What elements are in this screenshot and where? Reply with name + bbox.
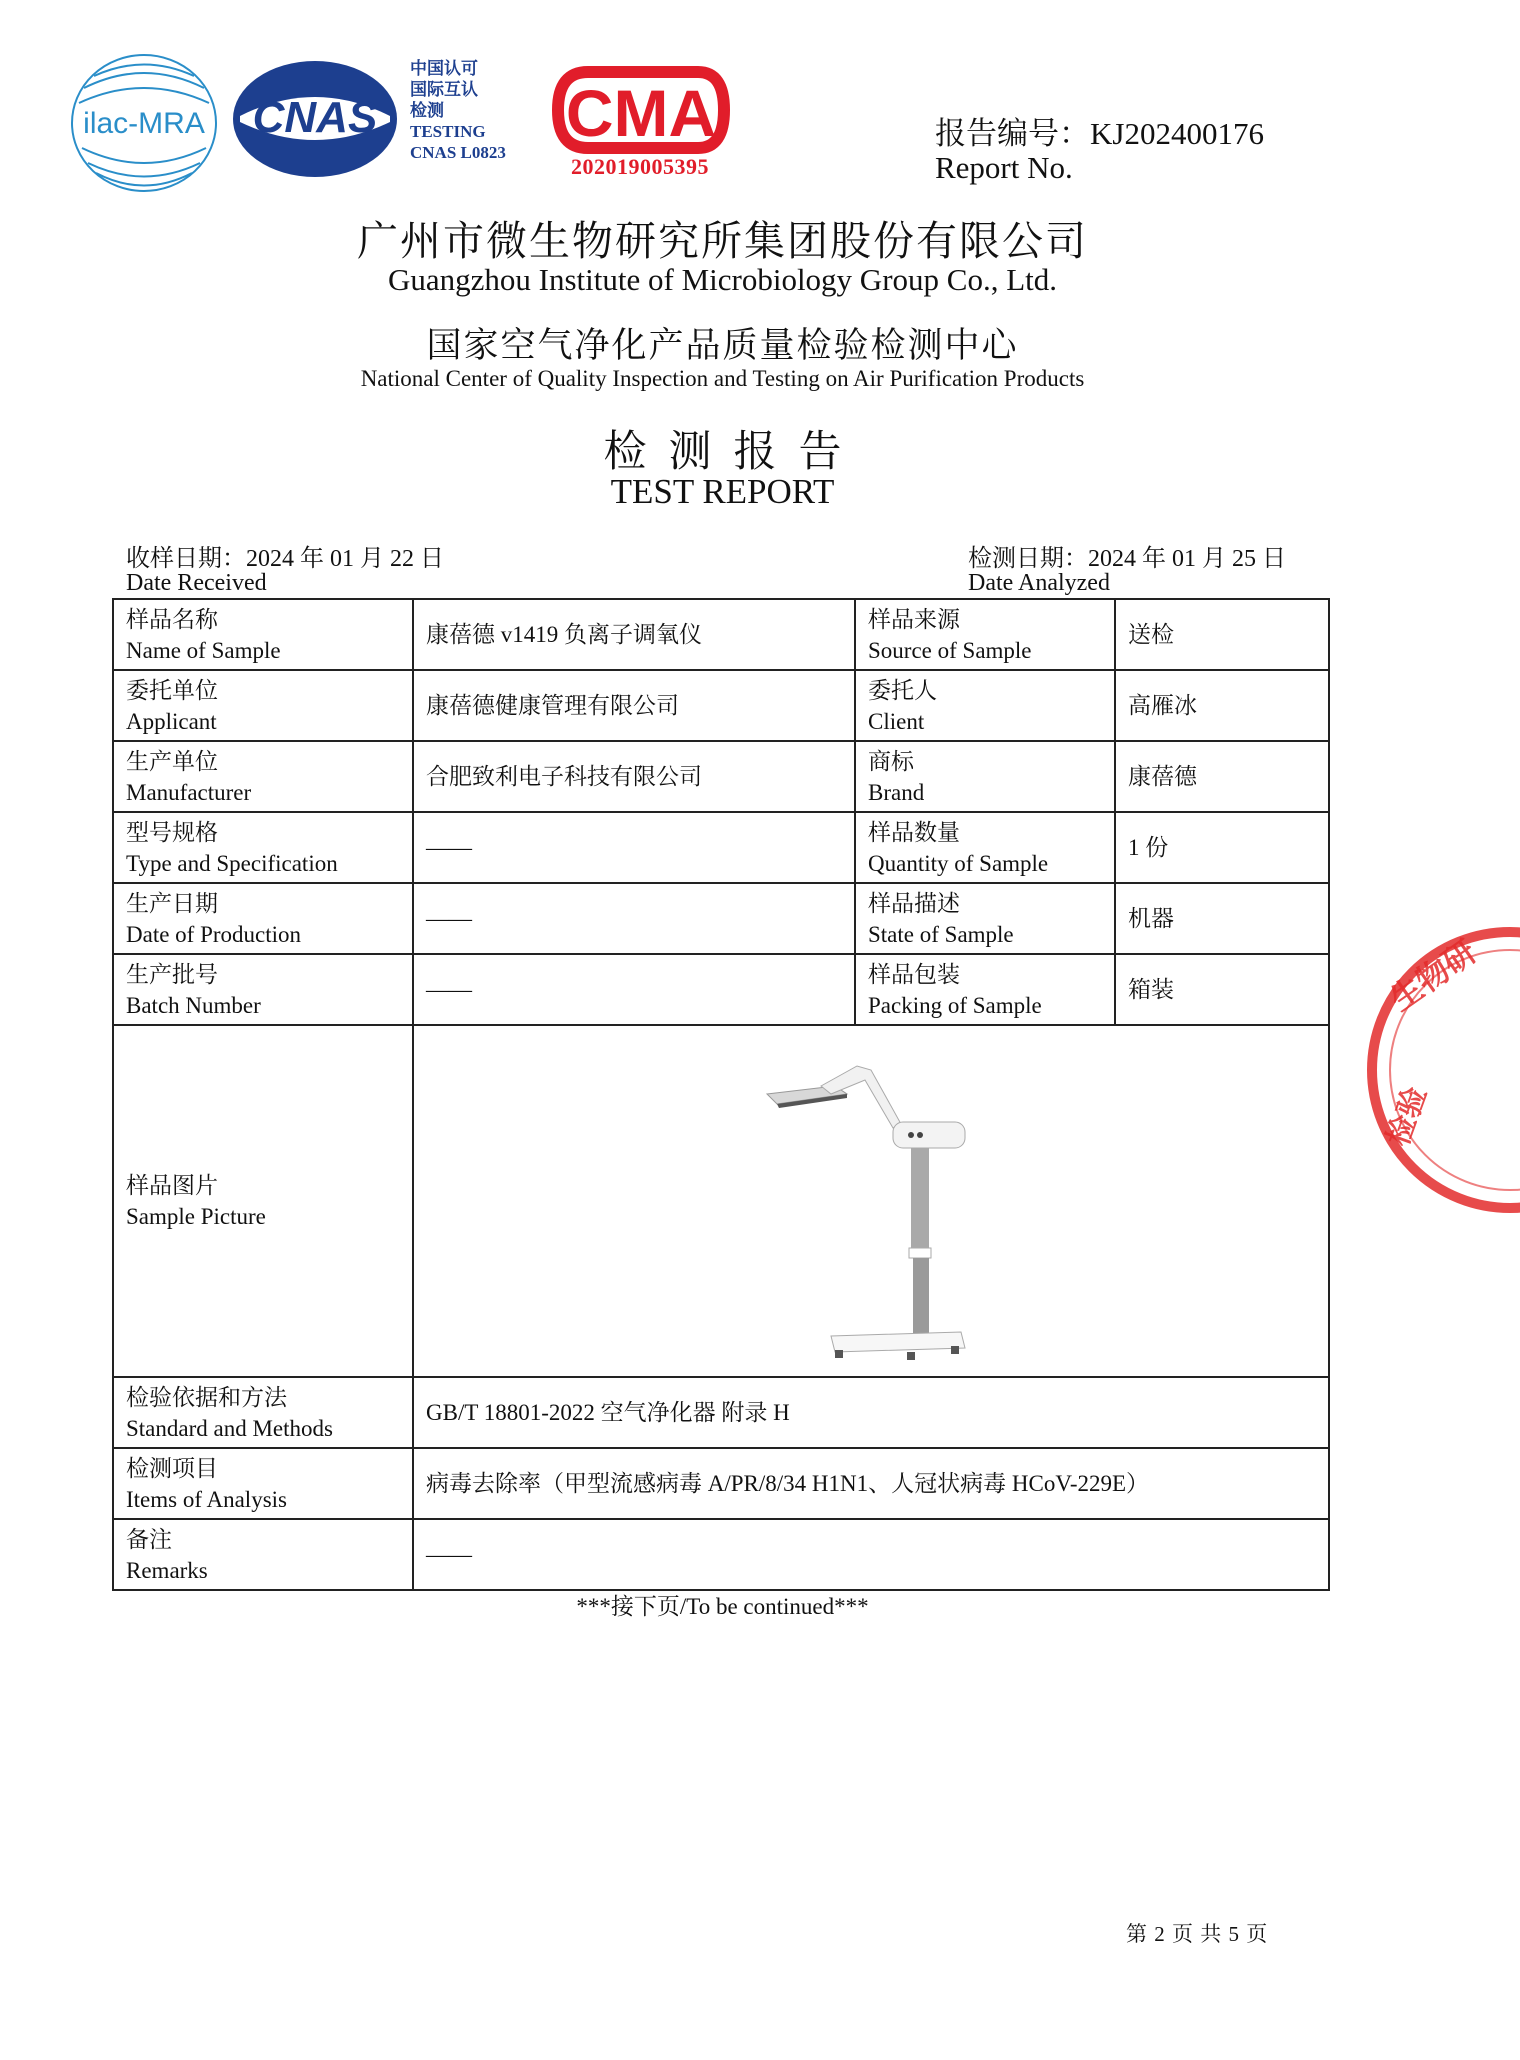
ilac-mra-logo [64, 48, 224, 198]
report-number: 报告编号：KJ202400176 [935, 116, 1264, 151]
label-cell: 生产批号 Batch Number [113, 954, 413, 1025]
sample-device-image [761, 1036, 981, 1366]
table-row [113, 883, 1329, 954]
label-cell: 样品图片 Sample Picture [113, 1025, 413, 1377]
label-cell: 样品数量 Quantity of Sample [855, 812, 1115, 883]
table-row [113, 812, 1329, 883]
table-row [113, 1519, 1329, 1590]
date-received: 收样日期：2024 年 01 月 22 日 [126, 546, 444, 572]
value-cell: —— [413, 883, 855, 954]
table-row [113, 741, 1329, 812]
report-number-label-en: Report No. [935, 150, 1073, 185]
value-cell: 康蓓德 [1115, 741, 1329, 812]
label-cell: 样品来源 Source of Sample [855, 599, 1115, 670]
value-cell: 1 份 [1115, 812, 1329, 883]
date-analyzed-label-en: Date Analyzed [968, 570, 1110, 596]
cnas-accreditation-text: 中国认可 国际互认 检测 TESTING CNAS L0823 [410, 59, 506, 162]
table-row [113, 1448, 1329, 1519]
value-cell: 康蓓德健康管理有限公司 [413, 670, 855, 741]
svg-text:CMA: CMA [565, 76, 717, 150]
value-cell: —— [413, 1519, 1329, 1590]
value-cell: 送检 [1115, 599, 1329, 670]
value-cell: 康蓓德 v1419 负离子调氧仪 [413, 599, 855, 670]
value-cell: —— [413, 812, 855, 883]
table-row [113, 599, 1329, 670]
label-cell: 型号规格 Type and Specification [113, 812, 413, 883]
label-cell: 样品名称 Name of Sample [113, 599, 413, 670]
label-cell: 检测项目 Items of Analysis [113, 1448, 413, 1519]
sample-picture-cell [413, 1025, 1329, 1377]
sample-info-table [112, 598, 1330, 1591]
value-cell: —— [413, 954, 855, 1025]
value-cell: GB/T 18801-2022 空气净化器 附录 H [413, 1377, 1329, 1448]
value-cell: 病毒去除率（甲型流感病毒 A/PR/8/34 H1N1、人冠状病毒 HCoV-229E） [413, 1448, 1329, 1519]
label-cell: 生产单位 Manufacturer [113, 741, 413, 812]
sample-picture-row [113, 1025, 1329, 1377]
value-cell: 高雁冰 [1115, 670, 1329, 741]
svg-text:生物研: 生物研 [1382, 932, 1484, 1019]
label-cell: 商标 Brand [855, 741, 1115, 812]
label-cell: 样品描述 State of Sample [855, 883, 1115, 954]
label-cell: 样品包装 Packing of Sample [855, 954, 1115, 1025]
label-cell: 备注 Remarks [113, 1519, 413, 1590]
date-analyzed: 检测日期：2024 年 01 月 25 日 [968, 546, 1286, 572]
official-seal-stamp [1360, 920, 1484, 1220]
center-name-cn: 国家空气净化产品质量检验检测中心 [426, 326, 1019, 365]
table-row [113, 1377, 1329, 1448]
label-cell: 检验依据和方法 Standard and Methods [113, 1377, 413, 1448]
continued-note: ***接下页/To be continued*** [576, 1594, 869, 1619]
label-cell: 生产日期 Date of Production [113, 883, 413, 954]
value-cell: 机器 [1115, 883, 1329, 954]
svg-text:ilac-MRA: ilac-MRA [83, 107, 205, 140]
organization-name-en: Guangzhou Institute of Microbiology Group Co., Ltd. [388, 262, 1057, 297]
cma-number: 202019005395 [571, 154, 709, 179]
value-cell: 合肥致利电子科技有限公司 [413, 741, 855, 812]
svg-text:检验: 检验 [1380, 1082, 1435, 1151]
table-row [113, 670, 1329, 741]
report-title-cn: 检测报告 [603, 429, 864, 476]
table-row [113, 954, 1329, 1025]
label-cell: 委托单位 Applicant [113, 670, 413, 741]
center-name-en: National Center of Quality Inspection and Testing on Air Purification Products [360, 366, 1085, 391]
cnas-logo [230, 58, 400, 180]
svg-text:CNAS: CNAS [252, 93, 378, 142]
report-title-en: TEST REPORT [610, 472, 835, 511]
date-received-label-en: Date Received [126, 570, 267, 596]
page-number: 第 2 页 共 5 页 [1126, 1922, 1269, 1946]
value-cell: 箱装 [1115, 954, 1329, 1025]
organization-name-cn: 广州市微生物研究所集团股份有限公司 [357, 218, 1088, 264]
label-cell: 委托人 Client [855, 670, 1115, 741]
